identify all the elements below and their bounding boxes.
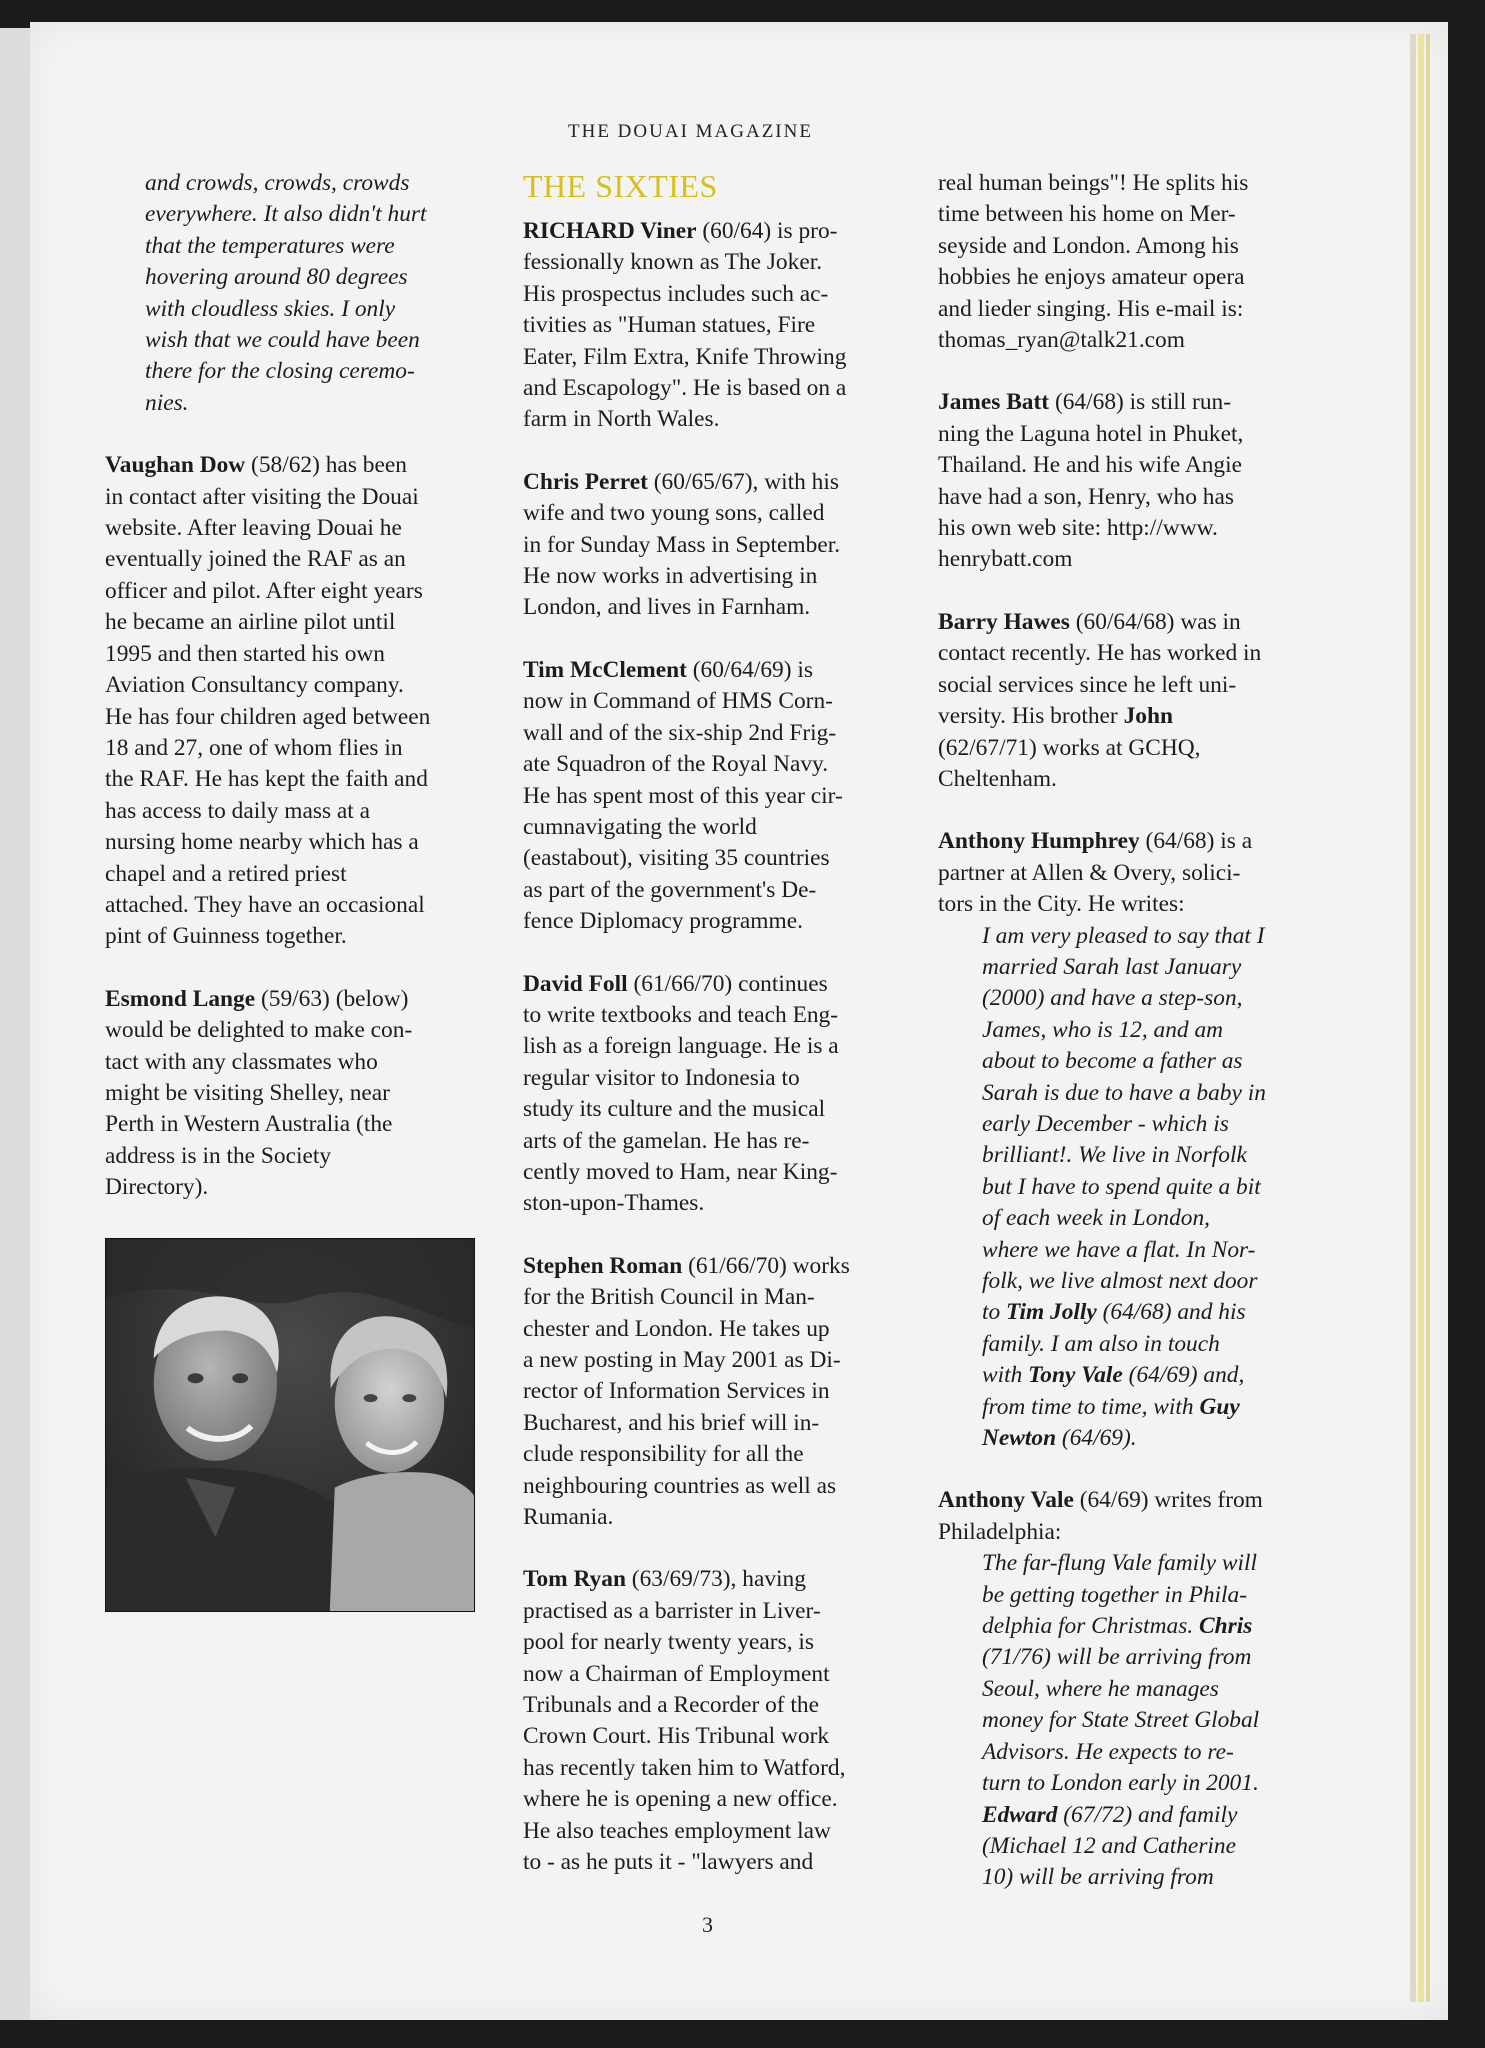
text-line: in contact after visiting the Douai bbox=[105, 483, 419, 510]
text-line: real human beings"! He splits his bbox=[938, 170, 1249, 196]
text-line: social services since he left uni- bbox=[938, 671, 1237, 698]
person-name: Tony Vale bbox=[1028, 1362, 1123, 1389]
text-line: would be delighted to make con- bbox=[105, 1017, 413, 1044]
text-line: ning the Laguna hotel in Phuket, bbox=[938, 420, 1244, 447]
text-line: married Sarah last January bbox=[982, 953, 1242, 980]
person-name: RICHARD Viner bbox=[523, 218, 697, 244]
text-line: hobbies he enjoys amateur opera bbox=[938, 264, 1245, 291]
text-line: a new posting in May 2001 as Di- bbox=[523, 1347, 841, 1373]
text-line: of each week in London, bbox=[982, 1205, 1211, 1232]
text-line: tors in the City. He writes: bbox=[938, 891, 1185, 918]
person-name: Vaughan Dow bbox=[105, 452, 246, 479]
entry-richard-viner bbox=[523, 216, 913, 436]
text-line: has access to daily mass at a bbox=[105, 797, 371, 824]
person-name: Barry Hawes bbox=[938, 608, 1070, 635]
text-line: ston-upon-Thames. bbox=[523, 1190, 705, 1217]
text-line: Aviation Consultancy company. bbox=[105, 672, 404, 699]
text-line: contact recently. He has worked in bbox=[938, 640, 1262, 667]
photo-esmond-lange-couple bbox=[105, 1238, 475, 1612]
entry-stephen-roman bbox=[523, 1251, 913, 1534]
page-stack-edge bbox=[1418, 34, 1424, 2002]
text-line: to - as he puts it - "lawyers and bbox=[523, 1849, 814, 1876]
person-name: Edward bbox=[982, 1801, 1058, 1828]
text-line: turn to London early in 2001. bbox=[982, 1770, 1259, 1797]
text-line: (2000) and have a step-son, bbox=[982, 985, 1243, 1012]
text-line: pool for nearly twenty years, is bbox=[523, 1629, 815, 1656]
text-line: time between his home on Mer- bbox=[938, 201, 1236, 228]
text-line: (Michael 12 and Catherine bbox=[982, 1832, 1236, 1859]
person-name: Stephen Roman bbox=[523, 1252, 683, 1279]
text-line: nursing home nearby which has a bbox=[105, 829, 419, 856]
entry-james-batt bbox=[938, 387, 1318, 575]
text-line: with Tony Vale (64/69) and, bbox=[982, 1362, 1245, 1389]
text-line: fessionally known as The Joker. bbox=[523, 249, 823, 276]
entry-tim-mcclement bbox=[523, 655, 913, 938]
page-number: 3 bbox=[702, 1912, 713, 1937]
text-line: the RAF. He has kept the faith and bbox=[105, 766, 428, 793]
text-line: website. After leaving Douai he bbox=[105, 515, 402, 542]
text-line: clude responsibility for all the bbox=[523, 1441, 804, 1468]
person-name: James Batt bbox=[938, 389, 1050, 416]
text-line: I am very pleased to say that I bbox=[982, 922, 1265, 949]
text-line: Esmond Lange (59/63) (below) bbox=[105, 985, 409, 1012]
entry-chris-perret bbox=[523, 467, 913, 624]
text-line: wish that we could have been bbox=[145, 327, 420, 354]
text-line: lish as a foreign language. He is a bbox=[523, 1033, 839, 1060]
text-line: He also teaches employment law bbox=[523, 1817, 831, 1844]
text-line: James Batt (64/68) is still run- bbox=[938, 389, 1232, 416]
text-line: officer and pilot. After eight years bbox=[105, 577, 423, 604]
text-line: might be visiting Shelley, near bbox=[105, 1079, 390, 1106]
text-line: He has four children aged between bbox=[105, 703, 431, 730]
text-line: from time to time, with Guy bbox=[982, 1393, 1240, 1420]
text-line: Bucharest, and his brief will in- bbox=[523, 1409, 820, 1436]
text-line: as part of the government's De- bbox=[523, 876, 817, 903]
person-name: Tim McClement bbox=[523, 656, 687, 683]
text-line: Directory). bbox=[105, 1174, 209, 1201]
text-line: delphia for Christmas. Chris bbox=[982, 1613, 1253, 1640]
person-name: Esmond Lange bbox=[105, 985, 256, 1012]
text-line: chester and London. He takes up bbox=[523, 1315, 830, 1342]
text-line: Stephen Roman (61/66/70) works bbox=[523, 1252, 850, 1279]
text-line: to write textbooks and teach Eng- bbox=[523, 1001, 839, 1028]
text-line: where he is opening a new office. bbox=[523, 1786, 838, 1813]
text-line: wall and of the six-ship 2nd Frig- bbox=[523, 719, 837, 746]
text-line: study its culture and the musical bbox=[523, 1096, 826, 1123]
text-line: be getting together in Phila- bbox=[982, 1581, 1248, 1608]
entry-barry-hawes bbox=[938, 607, 1318, 795]
humphrey-quote bbox=[938, 921, 1318, 1455]
column-middle bbox=[523, 168, 913, 1879]
text-line: cumnavigating the world bbox=[523, 813, 757, 840]
text-line: Perth in Western Australia (the bbox=[105, 1111, 393, 1138]
text-line: address is in the Society bbox=[105, 1142, 332, 1169]
text-line: Edward (67/72) and family bbox=[982, 1801, 1238, 1828]
text-line: Seoul, where he manages bbox=[982, 1675, 1219, 1702]
text-line: partner at Allen & Overy, solici- bbox=[938, 859, 1241, 886]
text-line: Anthony Humphrey (64/68) is a bbox=[938, 828, 1253, 855]
text-line: (62/67/71) works at GCHQ, bbox=[938, 734, 1201, 761]
text-line: and crowds, crowds, crowds bbox=[145, 170, 410, 196]
entry-anthony-vale bbox=[938, 1485, 1318, 1893]
text-line: for the British Council in Man- bbox=[523, 1284, 815, 1311]
person-name: Chris Perret bbox=[523, 468, 648, 495]
text-line: and Escapology". He is based on a bbox=[523, 375, 847, 402]
text-line: Anthony Vale (64/69) writes from bbox=[938, 1487, 1263, 1514]
text-line: Chris Perret (60/65/67), with his bbox=[523, 468, 839, 495]
entry-vaughan-dow bbox=[105, 450, 485, 953]
person-name: Newton bbox=[982, 1425, 1057, 1452]
vale-quote bbox=[938, 1548, 1318, 1893]
text-line: Philadelphia: bbox=[938, 1518, 1062, 1545]
person-name: Anthony Vale bbox=[938, 1487, 1074, 1514]
text-line: practised as a barrister in Liver- bbox=[523, 1597, 821, 1624]
text-line: wife and two young sons, called bbox=[523, 500, 825, 527]
column-right bbox=[938, 168, 1318, 1894]
text-line: David Foll (61/66/70) continues bbox=[523, 970, 828, 997]
text-line: everywhere. It also didn't hurt bbox=[145, 201, 427, 228]
text-line: seyside and London. Among his bbox=[938, 232, 1239, 259]
text-line: Eater, Film Extra, Knife Throwing bbox=[523, 343, 847, 370]
text-line: thomas_ryan@talk21.com bbox=[938, 327, 1185, 354]
text-line: ate Squadron of the Royal Navy. bbox=[523, 751, 829, 778]
page-stack-edge bbox=[1410, 34, 1416, 2002]
text-line: have had a son, Henry, who has bbox=[938, 483, 1234, 510]
text-line: now a Chairman of Employment bbox=[523, 1660, 830, 1687]
person-name: Guy bbox=[1199, 1393, 1240, 1420]
text-line: brilliant!. We live in Norfolk bbox=[982, 1142, 1247, 1169]
text-line: early December - which is bbox=[982, 1110, 1229, 1137]
text-line: Tom Ryan (63/69/73), having bbox=[523, 1566, 806, 1593]
text-line: Rumania. bbox=[523, 1504, 614, 1531]
text-line: but I have to spend quite a bit bbox=[982, 1173, 1261, 1200]
text-line: attached. They have an occasional bbox=[105, 891, 425, 918]
text-line: London, and lives in Farnham. bbox=[523, 594, 811, 621]
text-line: his own web site: http://www. bbox=[938, 515, 1218, 542]
text-line: henrybatt.com bbox=[938, 546, 1073, 573]
text-line: Sarah is due to have a baby in bbox=[982, 1079, 1266, 1106]
text-line: tact with any classmates who bbox=[105, 1048, 378, 1075]
text-line: Vaughan Dow (58/62) has been bbox=[105, 452, 407, 479]
text-line: about to become a father as bbox=[982, 1048, 1243, 1075]
text-line: 18 and 27, one of whom flies in bbox=[105, 734, 403, 761]
text-line: James, who is 12, and am bbox=[982, 1016, 1224, 1043]
text-line: Tim McClement (60/64/69) is bbox=[523, 656, 813, 683]
text-line: there for the closing ceremo- bbox=[145, 358, 415, 385]
text-line: and lieder singing. His e-mail is: bbox=[938, 295, 1244, 322]
text-line: family. I am also in touch bbox=[982, 1330, 1220, 1357]
text-line: rector of Information Services in bbox=[523, 1378, 830, 1405]
text-line: regular visitor to Indonesia to bbox=[523, 1064, 800, 1091]
person-name: Chris bbox=[1199, 1613, 1253, 1640]
text-line: 1995 and then started his own bbox=[105, 640, 385, 667]
text-line: tivities as "Human statues, Fire bbox=[523, 312, 816, 339]
text-line: Tribunals and a Recorder of the bbox=[523, 1692, 819, 1719]
text-line: The far-flung Vale family will bbox=[982, 1550, 1258, 1577]
text-line: He has spent most of this year cir- bbox=[523, 782, 843, 809]
entry-david-foll bbox=[523, 969, 913, 1220]
text-line: RICHARD Viner (60/64) is pro- bbox=[523, 218, 838, 244]
text-line: folk, we live almost next door bbox=[982, 1268, 1258, 1294]
text-line: arts of the gamelan. He has re- bbox=[523, 1127, 810, 1154]
page-stack-edge bbox=[1426, 34, 1430, 2002]
text-line: now in Command of HMS Corn- bbox=[523, 688, 833, 715]
text-line: His prospectus includes such ac- bbox=[523, 280, 829, 307]
text-line: (71/76) will be arriving from bbox=[982, 1644, 1252, 1671]
entry-tom-ryan-continued bbox=[938, 168, 1318, 356]
text-line: in for Sunday Mass in September. bbox=[523, 531, 841, 558]
running-header: THE DOUAI MAGAZINE bbox=[568, 121, 813, 142]
text-line: chapel and a retired priest bbox=[105, 860, 347, 887]
text-line: to Tim Jolly (64/68) and his bbox=[982, 1299, 1246, 1326]
entry-esmond-lange bbox=[105, 984, 485, 1204]
text-line: that the temperatures were bbox=[145, 232, 395, 259]
person-name: Tom Ryan bbox=[523, 1566, 626, 1593]
photo-image bbox=[106, 1239, 474, 1611]
facing-page-edge bbox=[0, 28, 30, 2020]
text-line: cently moved to Ham, near King- bbox=[523, 1158, 838, 1185]
text-line: Newton (64/69). bbox=[982, 1425, 1137, 1452]
person-name: Tim Jolly bbox=[1006, 1299, 1097, 1326]
text-line: (eastabout), visiting 35 countries bbox=[523, 845, 830, 872]
entry-tom-ryan bbox=[523, 1564, 913, 1878]
text-line: versity. His brother John bbox=[938, 703, 1173, 730]
column-left bbox=[105, 168, 485, 1612]
text-line: Thailand. He and his wife Angie bbox=[938, 452, 1242, 479]
text-line: eventually joined the RAF as an bbox=[105, 546, 406, 573]
text-line: nies. bbox=[145, 389, 189, 416]
text-line: neighbouring countries as well as bbox=[523, 1472, 837, 1499]
text-line: Advisors. He expects to re- bbox=[982, 1738, 1234, 1765]
text-line: hovering around 80 degrees bbox=[145, 264, 408, 291]
person-name: David Foll bbox=[523, 970, 628, 997]
text-line: where we have a flat. In Nor- bbox=[982, 1236, 1256, 1263]
text-line: has recently taken him to Watford, bbox=[523, 1754, 846, 1781]
text-line: He now works in advertising in bbox=[523, 563, 818, 590]
text-line: Crown Court. His Tribunal work bbox=[523, 1723, 830, 1750]
section-title: THE SIXTIES bbox=[523, 168, 718, 204]
text-line: money for State Street Global bbox=[982, 1707, 1260, 1734]
text-line: Cheltenham. bbox=[938, 765, 1057, 792]
intro-quote bbox=[105, 168, 485, 419]
person-name: John bbox=[1123, 703, 1173, 730]
entry-anthony-humphrey bbox=[938, 826, 1318, 1454]
text-line: pint of Guinness together. bbox=[105, 923, 347, 950]
text-line: 10) will be arriving from bbox=[982, 1864, 1214, 1891]
text-line: fence Diplomacy programme. bbox=[523, 908, 803, 935]
text-line: farm in North Wales. bbox=[523, 406, 720, 433]
text-line: Barry Hawes (60/64/68) was in bbox=[938, 608, 1241, 635]
text-line: he became an airline pilot until bbox=[105, 609, 396, 636]
text-line: with cloudless skies. I only bbox=[145, 295, 396, 322]
person-name: Anthony Humphrey bbox=[938, 828, 1140, 855]
